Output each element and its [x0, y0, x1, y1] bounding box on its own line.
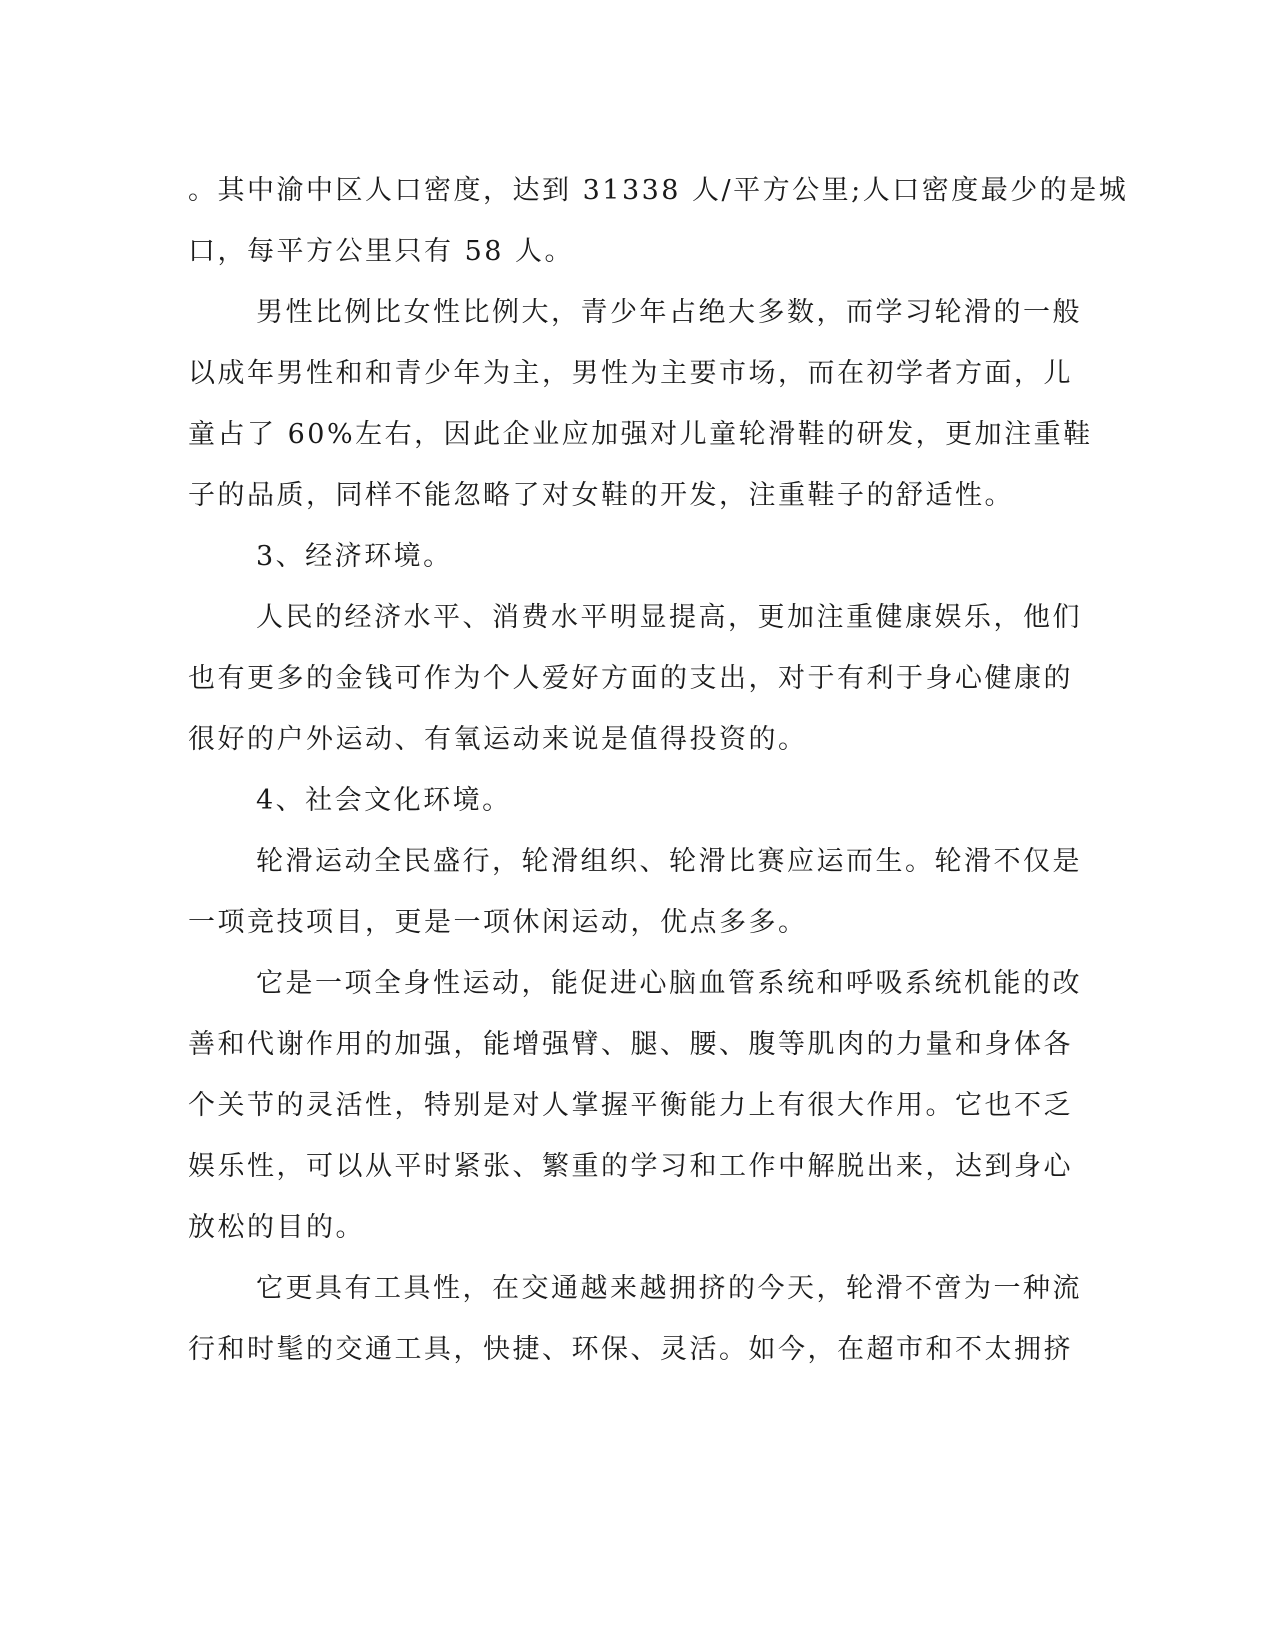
section-heading: 3、经济环境。: [256, 541, 453, 572]
text-line: 也有更多的金钱可作为个人爱好方面的支出，对于有利于身心健康的: [188, 663, 1073, 694]
text-line: 放松的目的。: [188, 1212, 365, 1243]
text-line: 很好的户外运动、有氧运动来说是值得投资的。: [188, 724, 808, 755]
text-line: 。其中渝中区人口密度，达到 31338 人/平方公里;人口密度最少的是城: [188, 175, 1129, 206]
text-line: 个关节的灵活性，特别是对人掌握平衡能力上有很大作用。它也不乏: [188, 1090, 1073, 1121]
text-line: 行和时髦的交通工具，快捷、环保、灵活。如今，在超市和不太拥挤: [188, 1334, 1073, 1365]
body-text: [188, 160, 1129, 1380]
text-line: 娱乐性，可以从平时紧张、繁重的学习和工作中解脱出来，达到身心: [188, 1151, 1073, 1182]
text-line: 人民的经济水平、消费水平明显提高，更加注重健康娱乐，他们: [256, 602, 1082, 633]
section-heading: 4、社会文化环境。: [256, 785, 512, 816]
text-line: 它更具有工具性，在交通越来越拥挤的今天，轮滑不啻为一种流: [256, 1273, 1082, 1304]
text-line: 它是一项全身性运动，能促进心脑血管系统和呼吸系统机能的改: [256, 968, 1082, 999]
text-line: 童占了 60%左右，因此企业应加强对儿童轮滑鞋的研发，更加注重鞋: [188, 419, 1093, 450]
text-line: 轮滑运动全民盛行，轮滑组织、轮滑比赛应运而生。轮滑不仅是: [256, 846, 1082, 877]
text-line: 善和代谢作用的加强，能增强臂、腿、腰、腹等肌肉的力量和身体各: [188, 1029, 1073, 1060]
text-line: 一项竞技项目，更是一项休闲运动，优点多多。: [188, 907, 808, 938]
text-line: 子的品质，同样不能忽略了对女鞋的开发，注重鞋子的舒适性。: [188, 480, 1014, 511]
text-line: 口，每平方公里只有 58 人。: [188, 236, 575, 267]
text-line: 以成年男性和和青少年为主，男性为主要市场，而在初学者方面，儿: [188, 358, 1073, 389]
text-line: 男性比例比女性比例大，青少年占绝大多数，而学习轮滑的一般: [256, 297, 1082, 328]
